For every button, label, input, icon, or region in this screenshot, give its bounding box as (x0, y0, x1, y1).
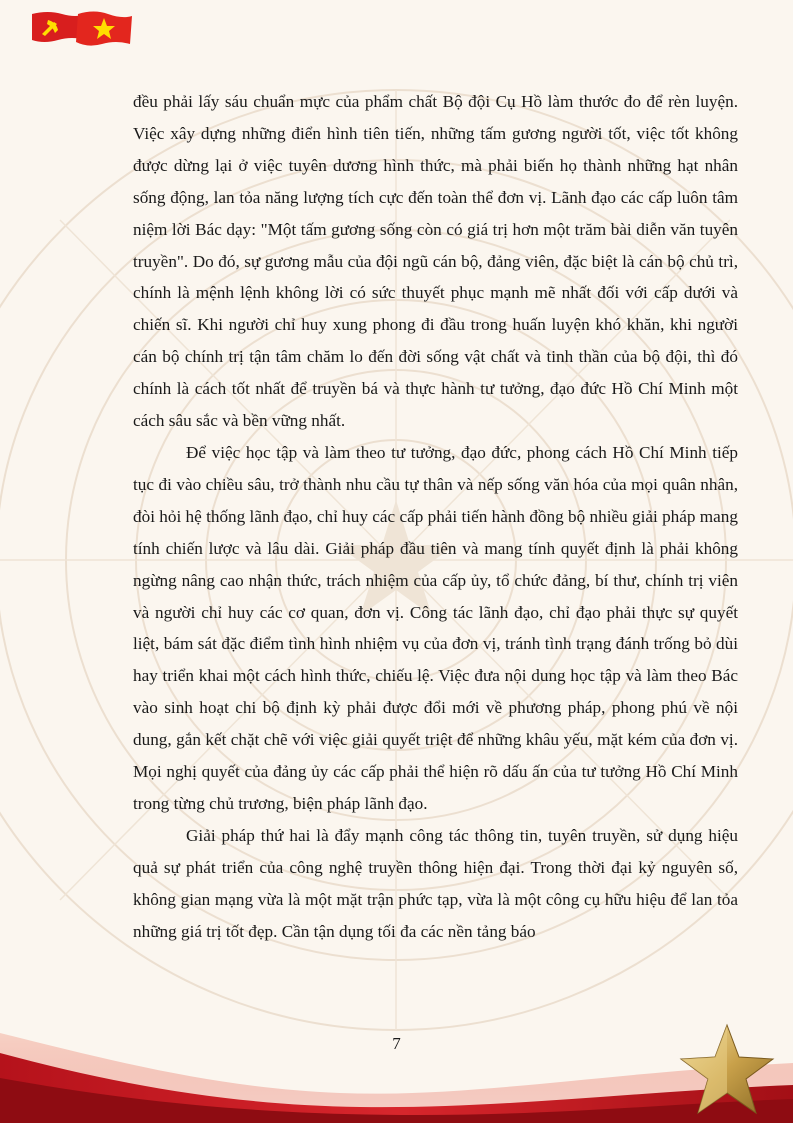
paragraph-2: Để việc học tập và làm theo tư tưởng, đạo đức, phong cách Hồ Chí Minh tiếp tục đi vào chiều sâu, trở thành nhu cầu tự thân và nếp sống văn hóa của mọi quân nhân, đòi hỏi hệ thống lãnh đạo, chỉ huy các cấp phải tiến hành đồng bộ nhiều giải pháp mang tính chiến lược và lâu dài. Giải pháp đầu tiên và mang tính quyết định là phải không ngừng nâng cao nhận thức, trách nhiệm của cấp ủy, tổ chức đảng, bí thư, chính trị viên và người chỉ huy các cơ quan, đơn vị. Công tác lãnh đạo, chỉ đạo phải thực sự quyết liệt, bám sát đặc điểm tình hình nhiệm vụ của đơn vị, tránh tình trạng đánh trống bỏ dùi hay triển khai một cách hình thức, chiếu lệ. Việc đưa nội dung học tập và làm theo Bác vào sinh hoạt chi bộ định kỳ phải được đổi mới về phương pháp, phong phú về nội dung, gắn kết chặt chẽ với việc giải quyết triệt để những khâu yếu, mặt kém của đơn vị. Mọi nghị quyết của đảng ủy các cấp phải thể hiện rõ dấu ấn của tư tưởng Hồ Chí Minh trong từng chủ trương, biện pháp lãnh đạo. (133, 442, 738, 813)
national-flag-icon (76, 12, 132, 46)
page-number: 7 (392, 1034, 401, 1053)
party-and-national-flags (28, 8, 138, 50)
paragraph-1: đều phải lấy sáu chuẩn mực của phẩm chất Bộ đội Cụ Hồ làm thước đo để rèn luyện. Việc xây dựng những điển hình tiên tiến, những tấm gương người tốt, việc tốt không được dừng lại ở việc tuyên dương hình thức, mà phải biến họ thành những hạt nhân sống động, lan tỏa năng lượng tích cực đến toàn thể đơn vị. Lãnh đạo các cấp luôn tâm niệm lời Bác dạy: "Một tấm gương sống còn có giá trị hơn một trăm bài diễn văn tuyên truyền". Do đó, sự gương mẫu của đội ngũ cán bộ, đảng viên, đặc biệt là cán bộ chủ trì, chính là mệnh lệnh không lời có sức thuyết phục mạnh mẽ nhất đối với cấp dưới và chiến sĩ. Khi người chỉ huy xung phong đi đầu trong huấn luyện khó khăn, khi người cán bộ chính trị tận tâm chăm lo đến đời sống vật chất và tinh thần của bộ đội, thì đó chính là cách tốt nhất để truyền bá và thực hành tư tưởng, đạo đức Hồ Chí Minh một cách sâu sắc và bền vững nhất. (133, 92, 738, 431)
body-text (133, 86, 738, 947)
paragraph-3: Giải pháp thứ hai là đẩy mạnh công tác thông tin, tuyên truyền, sử dụng hiệu quả sự phát triển của công nghệ truyền thông hiện đại. Trong thời đại kỷ nguyên số, không gian mạng vừa là một mặt trận phức tạp, vừa là một công cụ hữu hiệu để lan tỏa những giá trị tốt đẹp. Cần tận dụng tối đa các nền tảng báo (133, 825, 738, 941)
